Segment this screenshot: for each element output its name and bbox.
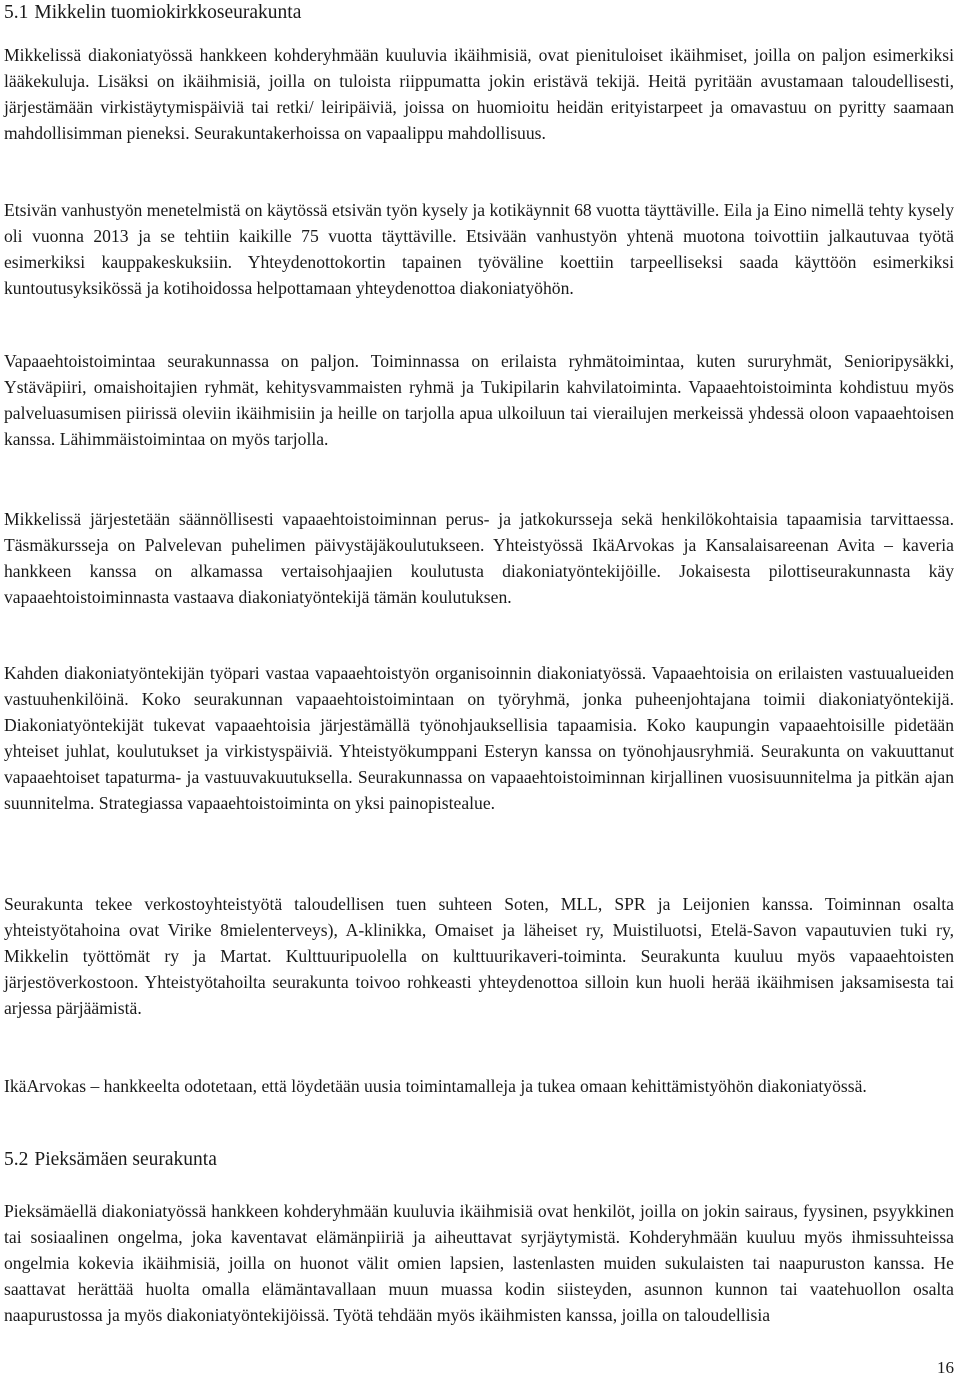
paragraph: Pieksämäellä diakoniatyössä hankkeen kohderyhmään kuuluvia ikäihmisiä ovat henkilöt, joilla on jokin sairaus, fyysinen, psyykkinen tai sosiaalinen ongelma, joka kaventavat elämänpiiriä ja aiheuttavat syrjäytymistä. Kohderyhmään kuuluu myös ihmissuhteissa ongelmia kokevia ikäihmisiä, joilla on huonot välit omien lapsien, lastenlasten muiden sukulaisten tai naapuruston kanssa. He saattavat herättää huolta omalla elämäntavallaan muun muassa kodin siisteyden, asunnon kunnon tai vaatehuollon osalta naapurustossa ja myös diakoniatyöntekijöissä. Työtä tehdään myös ikäihmisten kanssa, joilla on taloudellisia bbox=[4, 1201, 954, 1325]
paragraph: Mikkelissä järjestetään säännöllisesti vapaaehtoistoiminnan perus- ja jatkokursseja sekä henkilökohtaisia tapaamisia tarvittaessa. Täsmäkursseja on Palvelevan puhelimen päivystäjäkoulutukseen. Yhteistyössä IkäArvokas ja Kansalaisareenan Avita – kaveria hankkeen kanssa on alkamassa vertaisohjaajien koulutusta diakoniatyöntekijöille. Jokaisesta pilottiseurakunnasta käy vapaaehtoistoiminnasta vastaava diakoniatyöntekijä tämän koulutuksen. bbox=[4, 509, 954, 607]
paragraph: Etsivän vanhustyön menetelmistä on käytössä etsivän työn kysely ja kotikäynnit 68 vuotta täyttäville. Eila ja Eino nimellä tehty kysely oli vuonna 2013 ja se tehtiin kaikille 75 vuotta täyttäville. Etsivään vanhustyön yhtenä muotona toivottiin jalkautuvaa työtä esimerkiksi kauppakeskuksiin. Yhteydenottokortin tapainen työväline koettiin tarpeelliseksi saada käyttöön esimerkiksi kuntoutusyksikössä ja kotihoidossa helpottamaan yhteydenottoa diakoniatyöhön. bbox=[4, 200, 954, 298]
paragraph: Vapaaehtoistoimintaa seurakunnassa on paljon. Toiminnassa on erilaista ryhmätoimintaa, kuten sururyhmät, Senioripysäkki, Ystäväpiiri, omaishoitajien ryhmät, kehitysvammaisten ryhmä ja Tukipilarin kahvilatoiminta. Vapaaehtoistoiminta kohdistuu myös palveluasumisen piirissä oleviin ikäihmisiin ja heille on tarjolla apua ulkoiluun tai vierailujen merkeissä yhdessä oloon vapaaehtoisen kanssa. Lähimmäistoimintaa on myös tarjolla. bbox=[4, 351, 954, 449]
section-title: Mikkelin tuomiokirkkoseurakunta bbox=[34, 2, 302, 23]
page-number: 16 bbox=[937, 1358, 954, 1377]
section-number: 5.2 bbox=[4, 1149, 29, 1170]
paragraph: IkäArvokas – hankkeelta odotetaan, että löydetään uusia toimintamalleja ja tukea omaan kehittämistyöhön diakoniatyössä. bbox=[4, 1076, 867, 1096]
section-heading-pieksamaki bbox=[4, 1147, 217, 1172]
section-heading-mikkeli bbox=[4, 0, 301, 25]
section-number: 5.1 bbox=[4, 2, 29, 23]
paragraph: Seurakunta tekee verkostoyhteistyötä taloudellisen tuen suhteen Soten, MLL, SPR ja Leijonien kanssa. Toiminnan osalta yhteistyötahoina ovat Virike 8mielenterveys), A-klinikka, Omaiset ja läheiset ry, Muistiluotsi, Etelä-Savon vapautuvien tuki ry, Mikkelin työttömät ry ja Martat. Kulttuuripuolella on kulttuurikaveri-toiminta. Seurakunta kuuluu myös vapaaehtoisten järjestöverkostoon. Yhteistyötahoilta seurakunta toivoo rohkeasti yhteydenottoa silloin kun huoli herää ikäihmisen jaksamisesta tai arjessa pärjäämistä. bbox=[4, 894, 954, 1018]
paragraph: Mikkelissä diakoniatyössä hankkeen kohderyhmään kuuluvia ikäihmisiä, ovat pienituloiset ikäihmiset, joilla on paljon esimerkiksi lääkekuluja. Lisäksi on ikäihmisiä, joilla on tuloista riippumatta jokin eristävä tekijä. Heitä pyritään avustamaan taloudellisesti, järjestämään virkistäytymispäiviä tai retki/ leiripäiviä, joissa on huomioitu heidän erityistarpeet ja omavastuu on pyritty saamaan mahdollisimman pieneksi. Seurakuntakerhoissa on vapaalippu mahdollisuus. bbox=[4, 45, 954, 143]
section-title: Pieksämäen seurakunta bbox=[34, 1149, 217, 1170]
paragraph: Kahden diakoniatyöntekijän työpari vastaa vapaaehtoistyön organisoinnin diakoniatyössä. Vapaaehtoisia on erilaisten vastuualueiden vastuuhenkilöinä. Koko seurakunnan vapaaehtoistoimintaan on työryhmä, jonka puheenjohtajana toimii diakoniatyöntekijä. Diakoniatyöntekijät tukevat vapaaehtoisia järjestämällä työnohjauksellisia tapaamisia. Koko kaupungin vapaaehtoisille pidetään yhteiset juhlat, koulutukset ja virkistyspäiviä. Yhteistyökumppani Esteryn kanssa on työnohjausryhmiä. Seurakunta on vakuuttanut vapaaehtoiset tapaturma- ja vastuuvakuutuksella. Seurakunnassa on vapaaehtoistoiminnan kirjallinen vuosisuunnitelma ja pitkän ajan suunnitelma. Strategiassa vapaaehtoistoiminta on yksi painopistealue. bbox=[4, 663, 954, 813]
